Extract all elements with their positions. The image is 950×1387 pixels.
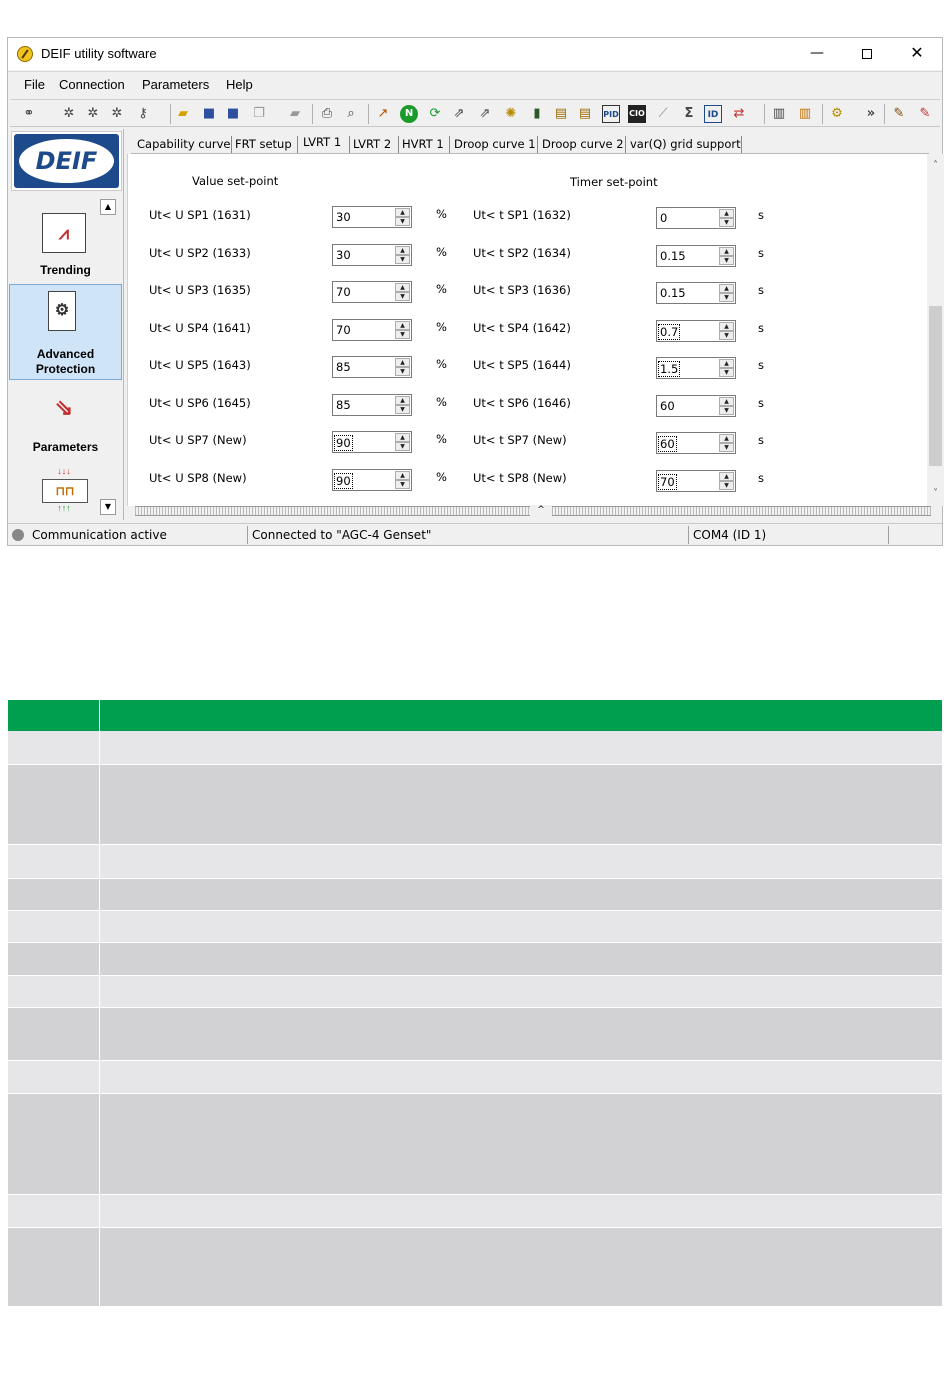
table-row [8, 879, 942, 911]
tab-hvrt-1[interactable]: HVRT 1 [402, 137, 444, 151]
t-unit: s [758, 395, 764, 410]
pen-icon[interactable]: ⟋ [658, 106, 668, 121]
table-row [8, 943, 942, 976]
stepper-value[interactable]: 30 [336, 247, 351, 262]
port-status: COM4 (ID 1) [693, 528, 767, 542]
u-unit: % [436, 469, 447, 484]
value-setpoint-header: Value set-point [192, 174, 279, 188]
u-setpoint-label: Ut< U SP2 (1633) [149, 245, 251, 260]
doc-table [8, 700, 942, 1307]
t-unit: s [758, 470, 764, 485]
list-icon[interactable]: ▥ [772, 106, 786, 121]
logo-text: DEIF [19, 139, 114, 183]
stepper-value[interactable]: 60 [660, 437, 675, 451]
menu-help[interactable]: Help [226, 77, 253, 92]
t-setpoint-label: Ut< t SP4 (1642) [473, 320, 571, 335]
transfer-icon[interactable]: ⇄ [733, 106, 745, 121]
tab-lvrt-1[interactable]: LVRT 1 [303, 135, 342, 149]
tab-var-q-grid-support[interactable]: var(Q) grid support [630, 137, 741, 151]
sidebar-scroll-down[interactable]: ▼ [100, 499, 116, 515]
minimize-button[interactable]: — [810, 45, 824, 61]
window-title: DEIF utility software [41, 46, 157, 61]
spin-up-icon[interactable]: ▲ [395, 283, 410, 292]
io-icon: ⊓⊓ [42, 479, 88, 503]
u-setpoint-stepper[interactable] [332, 469, 412, 491]
stepper-value[interactable]: 0.15 [660, 286, 686, 300]
chevron-up-icon[interactable]: ^ [530, 505, 552, 517]
status-light-icon [12, 529, 24, 541]
copy-icon[interactable]: ❐ [253, 106, 265, 121]
u-unit: % [436, 357, 447, 371]
spin-up-icon[interactable]: ▲ [395, 396, 410, 405]
t-unit: s [758, 283, 764, 297]
maximize-button[interactable] [844, 38, 890, 70]
trending-icon: ⩘ [42, 213, 86, 253]
table-header [8, 700, 942, 731]
spin-up-icon[interactable]: ▲ [719, 284, 734, 293]
t-setpoint-label: Ut< t SP8 (New) [473, 470, 567, 485]
sum-icon[interactable]: Σ [684, 106, 694, 121]
spin-down-icon[interactable]: ▼ [395, 255, 410, 264]
u-unit: % [436, 207, 447, 221]
menu-file[interactable]: File [24, 77, 45, 92]
u-unit: % [436, 319, 447, 334]
menu-connection[interactable]: Connection [59, 77, 125, 92]
spin-down-icon[interactable]: ▼ [719, 293, 734, 302]
menu-parameters[interactable]: Parameters [142, 77, 210, 92]
battery-icon[interactable]: ▮ [533, 106, 541, 121]
log-icon[interactable]: ▤ [554, 106, 568, 121]
print-icon[interactable]: ⎙ [321, 106, 333, 121]
gear-icon[interactable]: ✲ [111, 106, 123, 121]
sidebar [9, 129, 124, 520]
link-icon[interactable]: ⚭ [23, 106, 35, 121]
spin-down-icon[interactable]: ▼ [719, 218, 734, 227]
stepper-value[interactable]: 85 [336, 360, 351, 374]
communication-text: Communication active [32, 528, 167, 542]
arrow-up-icon: ↑↑↑ [57, 503, 71, 513]
print-preview-icon[interactable]: ⌕ [347, 106, 355, 121]
folder-icon[interactable]: ▰ [290, 106, 300, 121]
t-setpoint-label: Ut< t SP1 (1632) [473, 208, 571, 222]
t-setpoint-stepper[interactable] [656, 282, 736, 304]
stepper-value[interactable]: 0 [660, 211, 668, 225]
spin-down-icon[interactable]: ▼ [395, 405, 410, 414]
t-setpoint-label: Ut< t SP6 (1646) [473, 395, 571, 410]
sidebar-scroll-up[interactable]: ▲ [100, 199, 116, 215]
t-unit: s [758, 320, 764, 335]
maximize-icon [862, 49, 872, 59]
menu-bar [8, 71, 942, 97]
spin-down-icon[interactable]: ▼ [719, 331, 734, 340]
refresh-icon[interactable]: ⟳ [429, 106, 441, 121]
u-setpoint-stepper[interactable] [332, 244, 412, 266]
vertical-scrollbar[interactable] [927, 154, 944, 506]
t-unit: s [758, 245, 764, 260]
sidebar-item-advanced-protection[interactable] [9, 284, 122, 380]
tab-droop-curve-1[interactable]: Droop curve 1 [454, 137, 536, 151]
save-icon[interactable]: ■ [202, 106, 216, 121]
connection-status: Connected to "AGC-4 Genset" [252, 528, 432, 542]
tab-lvrt-2[interactable]: LVRT 2 [353, 137, 392, 151]
upload-icon[interactable]: ✎ [893, 106, 905, 121]
u-setpoint-label: Ut< U SP8 (New) [149, 470, 247, 485]
gear-icon[interactable]: ✲ [87, 106, 99, 121]
u-setpoint-stepper[interactable] [332, 394, 412, 416]
pid-icon[interactable]: PID [602, 105, 620, 123]
stepper-value[interactable]: 70 [660, 474, 675, 489]
log2-icon[interactable]: ▤ [578, 106, 592, 121]
table-row [8, 1228, 942, 1307]
u-setpoint-stepper[interactable] [332, 356, 412, 378]
u-setpoint-label: Ut< U SP3 (1635) [149, 283, 251, 297]
stepper-value[interactable]: 70 [336, 322, 351, 337]
stepper-value[interactable]: 1.5 [660, 362, 679, 376]
t-setpoint-label: Ut< t SP5 (1644) [473, 358, 571, 372]
u-setpoint-label: Ut< U SP5 (1643) [149, 358, 251, 372]
table-row [8, 1061, 942, 1094]
spin-down-icon[interactable]: ▼ [719, 481, 734, 490]
t-setpoint-stepper[interactable] [656, 395, 736, 417]
spin-up-icon[interactable]: ▲ [719, 247, 734, 256]
sidebar-item-parameters[interactable] [9, 387, 122, 459]
key-icon[interactable]: ⚷ [138, 106, 148, 121]
arrow-down-icon: ↓↓↓ [57, 466, 71, 476]
u-unit: % [436, 394, 447, 409]
status-bar [8, 523, 942, 545]
protection-icon: ⚙ [48, 291, 76, 331]
sidebar-item-trending[interactable] [9, 209, 122, 281]
u-unit: % [436, 282, 447, 296]
spin-down-icon[interactable]: ▼ [719, 406, 734, 415]
spin-up-icon[interactable]: ▲ [719, 434, 734, 443]
spin-down-icon[interactable]: ▼ [395, 292, 410, 301]
app-window [7, 37, 943, 546]
u-setpoint-label: Ut< U SP7 (New) [149, 433, 247, 447]
u-setpoint-label: Ut< U SP4 (1641) [149, 320, 251, 335]
t-unit: s [758, 433, 764, 447]
spin-up-icon[interactable]: ▲ [395, 321, 410, 330]
stepper-value[interactable]: 90 [336, 473, 351, 488]
spin-down-icon[interactable]: ▼ [395, 330, 410, 339]
spin-up-icon[interactable]: ▲ [719, 359, 734, 368]
table-row [8, 765, 942, 845]
table-row [8, 1195, 942, 1228]
spin-down-icon[interactable]: ▼ [395, 480, 410, 489]
spin-down-icon[interactable]: ▼ [719, 443, 734, 452]
deif-logo [11, 131, 122, 191]
close-button[interactable]: ✕ [910, 43, 924, 62]
t-setpoint-stepper[interactable] [656, 470, 736, 492]
spin-up-icon[interactable]: ▲ [719, 322, 734, 331]
spin-down-icon[interactable]: ▼ [395, 442, 410, 451]
toolbar [10, 99, 940, 127]
u-setpoint-label: Ut< U SP6 (1645) [149, 395, 251, 410]
write-icon[interactable]: ⇗ [453, 106, 465, 121]
cio-icon[interactable]: CIO [628, 105, 646, 123]
sidebar-item-label: Protection [35, 362, 96, 376]
spin-down-icon[interactable]: ▼ [719, 368, 734, 377]
gear-icon[interactable]: ✲ [63, 106, 75, 121]
timer-setpoint-header: Timer set-point [570, 175, 658, 189]
scroll-down-icon[interactable]: ˅ [933, 488, 938, 499]
n-icon[interactable]: N [400, 105, 418, 123]
u-unit: % [436, 244, 447, 259]
stepper-value[interactable]: 60 [660, 398, 675, 413]
tab-frt-setup[interactable]: FRT setup [235, 137, 292, 151]
t-setpoint-stepper[interactable] [656, 432, 736, 454]
bars-icon[interactable]: ▥ [798, 106, 812, 121]
table-row [8, 731, 942, 765]
t-setpoint-label: Ut< t SP3 (1636) [473, 283, 571, 297]
t-setpoint-stepper[interactable] [656, 207, 736, 229]
t-setpoint-stepper[interactable] [656, 320, 736, 342]
spin-up-icon[interactable]: ▲ [395, 471, 410, 480]
spin-down-icon[interactable]: ▼ [719, 256, 734, 265]
write-all-icon[interactable]: ⇗ [479, 106, 491, 121]
stepper-value[interactable]: 30 [336, 210, 351, 224]
u-setpoint-stepper[interactable] [332, 431, 412, 453]
sidebar-item-label: Trending [40, 263, 91, 277]
spin-up-icon[interactable]: ▲ [395, 208, 410, 217]
communication-status [12, 524, 167, 546]
id-icon[interactable]: ID [704, 105, 722, 123]
table-row [8, 845, 942, 879]
tab-capability-curve[interactable]: Capability curve [137, 137, 231, 151]
u-setpoint-stepper[interactable] [332, 206, 412, 228]
scroll-up-icon[interactable]: ˄ [933, 160, 938, 171]
t-setpoint-stepper[interactable] [656, 245, 736, 267]
t-unit: s [758, 358, 764, 372]
stepper-value[interactable]: 85 [336, 397, 351, 412]
lvrt-form [127, 154, 927, 506]
overflow-icon[interactable]: » [866, 106, 876, 121]
stepper-value[interactable]: 70 [336, 285, 351, 299]
scroll-thumb[interactable] [929, 306, 942, 466]
t-unit: s [758, 208, 764, 222]
stepper-value[interactable]: 0.15 [660, 248, 686, 263]
folder-open-icon[interactable]: ▰ [178, 106, 188, 121]
t-setpoint-stepper[interactable] [656, 357, 736, 379]
spin-up-icon[interactable]: ▲ [719, 209, 734, 218]
tab-droop-curve-2[interactable]: Droop curve 2 [542, 137, 624, 151]
main-panel [127, 129, 942, 520]
u-setpoint-stepper[interactable] [332, 281, 412, 303]
spin-up-icon[interactable]: ▲ [719, 472, 734, 481]
title-bar [8, 38, 942, 70]
sidebar-item-label: Parameters [32, 440, 99, 454]
u-unit: % [436, 432, 447, 446]
spin-up-icon[interactable]: ▲ [395, 433, 410, 442]
splitter-bar[interactable] [135, 506, 931, 516]
download-icon[interactable]: ✎ [919, 106, 931, 121]
spin-up-icon[interactable]: ▲ [719, 397, 734, 406]
table-row [8, 1094, 942, 1195]
chart-icon[interactable]: ↗ [377, 106, 389, 121]
spin-down-icon[interactable]: ▼ [395, 367, 410, 376]
parameters-icon: ⇘ [54, 395, 74, 420]
table-row [8, 911, 942, 943]
stepper-value[interactable]: 0.7 [660, 324, 679, 339]
u-setpoint-stepper[interactable] [332, 319, 412, 341]
spin-up-icon[interactable]: ▲ [395, 358, 410, 367]
save-as-icon[interactable]: ■ [226, 106, 240, 121]
spin-up-icon[interactable]: ▲ [395, 246, 410, 255]
table-row [8, 976, 942, 1008]
settings-icon[interactable]: ✺ [505, 106, 517, 121]
sidebar-item-label: Advanced [36, 347, 95, 361]
t-setpoint-label: Ut< t SP2 (1634) [473, 245, 571, 260]
t-setpoint-label: Ut< t SP7 (New) [473, 433, 567, 447]
cog-icon[interactable]: ⚙ [831, 106, 843, 121]
spin-down-icon[interactable]: ▼ [395, 217, 410, 226]
table-row [8, 1008, 942, 1061]
stepper-value[interactable]: 90 [336, 436, 351, 450]
app-logo-icon [17, 46, 33, 62]
u-setpoint-label: Ut< U SP1 (1631) [149, 208, 251, 222]
